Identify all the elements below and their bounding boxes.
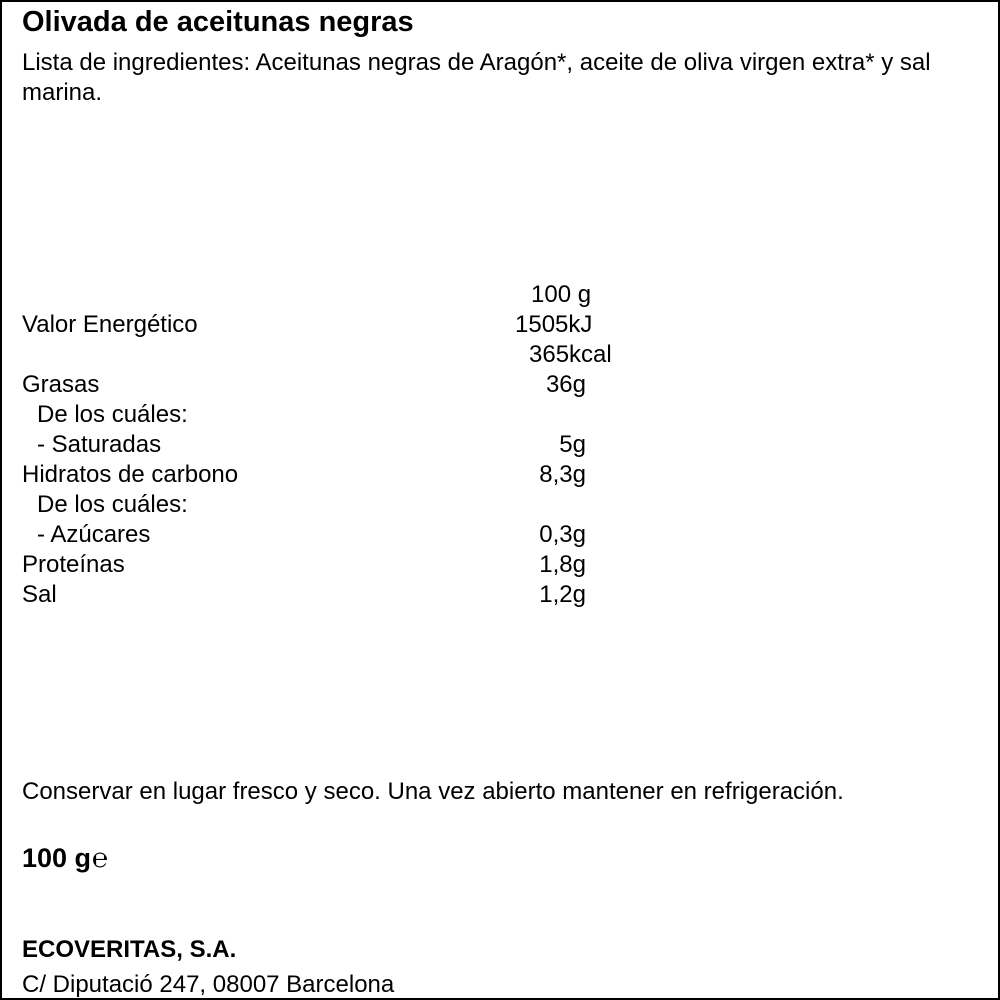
- carbs-value: 8,3g: [539, 461, 586, 488]
- net-weight-value: 100 g: [22, 843, 92, 873]
- sugars-value: 0,3g: [539, 521, 586, 548]
- energy-kj-value: 1505kJ: [515, 311, 593, 338]
- carbs-label: Hidratos de carbono: [22, 461, 239, 488]
- company-address: C/ Diputació 247, 08007 Barcelona: [22, 971, 395, 998]
- fat-label: Grasas: [22, 371, 100, 398]
- carbs-of-which-label: De los cuáles:: [37, 491, 188, 518]
- saturated-value: 5g: [559, 431, 586, 458]
- fat-of-which-label: De los cuáles:: [37, 401, 188, 428]
- saturated-label: - Saturadas: [37, 431, 162, 458]
- net-weight: [22, 845, 108, 872]
- company-name: ECOVERITAS, S.A.: [22, 936, 237, 963]
- protein-label: Proteínas: [22, 551, 125, 578]
- sugars-label: - Azúcares: [37, 521, 151, 548]
- protein-value: 1,8g: [539, 551, 586, 578]
- storage-instructions: Conservar en lugar fresco y seco. Una vez abierto mantener en refrigeración.: [22, 778, 844, 805]
- product-title: Olivada de aceitunas negras: [22, 6, 414, 38]
- salt-label: Sal: [22, 581, 57, 608]
- nutrition-per-header: 100 g: [531, 281, 592, 308]
- salt-value: 1,2g: [539, 581, 586, 608]
- ingredients-list: Lista de ingredientes: Aceitunas negras de Aragón*, aceite de oliva virgen extra* y sal marina.: [22, 49, 931, 106]
- fat-value: 36g: [545, 371, 586, 398]
- energy-label: Valor Energético: [22, 311, 198, 338]
- estimated-e-mark-icon: ℮: [92, 843, 109, 873]
- energy-kcal-value: 365kcal: [529, 341, 612, 368]
